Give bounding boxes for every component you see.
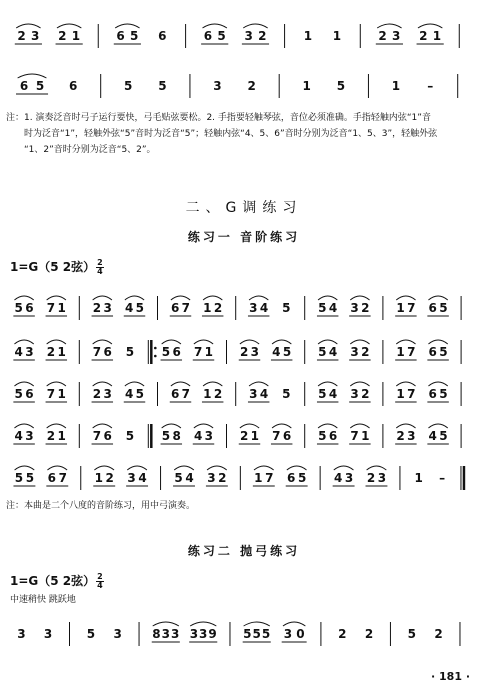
note-digit: 5 (407, 627, 417, 641)
note-digit: 7 (46, 387, 56, 401)
note-digit: 1 (361, 429, 370, 443)
score-row-ex1-2 (4, 330, 474, 370)
note-digit: 6 (287, 471, 296, 485)
slur-arc (14, 340, 33, 344)
slur-arc (318, 296, 337, 300)
score-row-top-2 (4, 64, 474, 104)
note-digit: 5 (318, 429, 327, 443)
note-digit: 3 (25, 345, 34, 359)
row-svg (4, 612, 474, 652)
row-svg (4, 372, 474, 412)
note-digit: 6 (25, 301, 34, 315)
row-svg (4, 414, 474, 454)
note-digit: 5 (318, 387, 327, 401)
note-digit: 3 (170, 627, 180, 641)
note-digit: 5 (125, 429, 135, 443)
repeat-dot (154, 355, 157, 358)
note-digit: 2 (361, 387, 370, 401)
section-title: 二、G调练习 (185, 200, 303, 216)
note-digit: 2 (92, 387, 102, 401)
note-digit: 6 (103, 345, 112, 359)
note-digit: 5 (336, 79, 346, 93)
slur-arc (254, 466, 274, 470)
note-digit: 1 (57, 387, 66, 401)
time-denominator: 4 (97, 267, 103, 276)
key-signature-2 (10, 572, 104, 590)
note-digit: 4 (124, 387, 134, 401)
page-number: · 181 · (431, 670, 470, 683)
note-digit: 5 (243, 627, 252, 641)
note-digit: 3 (43, 627, 53, 641)
note-digit: 5 (14, 471, 24, 485)
slur-arc (171, 382, 190, 386)
note-digit: 2 (239, 345, 249, 359)
note-digit: 6 (19, 79, 29, 93)
note-digit: 3 (207, 471, 216, 485)
note-digit: 6 (282, 429, 292, 443)
note-digit: 5 (125, 345, 135, 359)
slur-arc (202, 24, 226, 28)
note-digit: 7 (407, 345, 416, 359)
tempo-marking: 中速稍快 跳跃地 (10, 595, 76, 605)
note-digit: 3 (30, 29, 40, 43)
slur-arc (115, 24, 139, 28)
note-digit: 7 (181, 301, 191, 315)
slur-arc (244, 622, 270, 626)
slur-arc (194, 424, 213, 428)
note-digit: 4 (333, 471, 343, 485)
time-signature (96, 259, 104, 276)
note-digit: 6 (428, 345, 437, 359)
note-digit: 3 (103, 301, 112, 315)
note-digit: 7 (46, 301, 56, 315)
note-digit: 0 (296, 627, 305, 641)
note-digit: 4 (124, 301, 134, 315)
slur-arc (396, 424, 415, 428)
note-digit: 3 (25, 429, 34, 443)
note-digit: 1 (94, 471, 103, 485)
note-digit: 4 (138, 471, 147, 485)
note-digit: 5 (439, 301, 448, 315)
note-digit: 2 (213, 301, 223, 315)
note-digit: – (439, 471, 446, 485)
note-digit: 7 (407, 301, 416, 315)
note-digit: 6 (428, 387, 437, 401)
row-svg (4, 286, 474, 326)
score-row-ex1-3 (4, 372, 474, 412)
slur-arc (350, 340, 369, 344)
slur-arc (125, 382, 144, 386)
repeat-dot (154, 347, 157, 350)
note-digit: 2 (239, 429, 249, 443)
slur-arc (18, 74, 47, 78)
note-digit: 6 (428, 301, 437, 315)
slur-arc (47, 382, 66, 386)
note-digit: 1 (204, 345, 214, 359)
note-digit: 3 (344, 471, 354, 485)
note-digit: 6 (170, 301, 180, 315)
note-digit: 3 (250, 345, 260, 359)
note-digit: 5 (14, 301, 23, 315)
slur-arc (203, 296, 222, 300)
note-digit: 7 (350, 429, 359, 443)
slur-arc (190, 622, 216, 626)
note-digit: 2 (213, 387, 223, 401)
note-digit: 6 (47, 471, 56, 485)
note-digit: 6 (103, 429, 112, 443)
note-digit: 7 (272, 429, 281, 443)
key-signature (10, 258, 104, 276)
slur-arc (47, 466, 67, 470)
note-digit: 2 (105, 471, 114, 485)
note-digit: 1 (303, 29, 313, 43)
note-digit: 5 (129, 29, 139, 43)
slur-arc (418, 24, 442, 28)
slur-arc (47, 296, 66, 300)
note-digit: 2 (338, 627, 347, 641)
slur-arc (162, 340, 181, 344)
note-digit: 5 (252, 627, 261, 641)
note-digit: 5 (161, 429, 171, 443)
note-digit: 3 (17, 627, 26, 641)
slur-arc (93, 382, 112, 386)
note-digit: 5 (297, 471, 307, 485)
slur-arc (428, 424, 447, 428)
slur-arc (350, 296, 369, 300)
note-digit: 6 (116, 29, 125, 43)
slur-arc (396, 340, 415, 344)
note-digit: 2 (218, 471, 227, 485)
slur-arc (428, 296, 447, 300)
slur-arc (249, 382, 268, 386)
note-digit: 1 (254, 471, 263, 485)
note-digit: – (427, 79, 434, 93)
note-digit: 1 (432, 29, 442, 43)
slur-arc (350, 382, 369, 386)
note-digit: 1 (396, 301, 405, 315)
note-digit: 3 (161, 627, 170, 641)
note-digit: 2 (364, 627, 374, 641)
note-digit: 2 (247, 79, 256, 93)
note-digit: 2 (58, 29, 67, 43)
slur-arc (125, 296, 144, 300)
note-digit: 5 (282, 387, 291, 401)
note-digit: 5 (439, 387, 448, 401)
note-digit: 6 (203, 29, 213, 43)
note-digit: 5 (158, 79, 167, 93)
note-digit: 1 (57, 345, 66, 359)
note-digit: 4 (193, 429, 203, 443)
row-svg (4, 330, 474, 370)
score-row-ex2-1 (4, 612, 474, 652)
slur-arc (194, 340, 213, 344)
note-digit: 2 (419, 29, 428, 43)
note-digit: 5 (135, 387, 145, 401)
slur-arc (334, 466, 354, 470)
slur-arc (287, 466, 307, 470)
slur-arc (93, 424, 112, 428)
slur-arc (428, 382, 447, 386)
note-digit: 2 (46, 345, 56, 359)
slur-arc (127, 466, 147, 470)
row-svg (4, 64, 474, 104)
slur-arc (240, 340, 259, 344)
note-digit: 1 (414, 471, 423, 485)
slur-arc (171, 296, 190, 300)
note-digit: 5 (282, 345, 292, 359)
note-digit: 4 (259, 387, 269, 401)
note-digit: 6 (328, 429, 338, 443)
note-digit: 5 (174, 471, 183, 485)
exercise-1-note: 注：本曲是二个八度的音阶练习，用中弓演奏。 (6, 501, 196, 511)
note-digit: 1 (57, 301, 66, 315)
note-digit: 4 (14, 429, 23, 443)
note-digit: 2 (258, 29, 267, 43)
note-digit: 1 (57, 429, 66, 443)
note-digit: 4 (14, 345, 23, 359)
slur-arc (14, 296, 33, 300)
slur-arc (428, 340, 447, 344)
note-digit: 5 (439, 429, 448, 443)
note-digit: 3 (213, 79, 222, 93)
slur-arc (47, 340, 66, 344)
key-text: 1=G（5 2弦） (10, 574, 96, 588)
slur-arc (203, 382, 222, 386)
note-digit: 3 (244, 29, 253, 43)
slur-arc (249, 296, 268, 300)
note-line: 注：1. 演奏泛音时弓子运行要快，弓毛贴弦要松。2. 手指要轻触琴弦，音位必须准确。手指轻触内弦“1”音 (6, 113, 431, 123)
row-svg (4, 14, 474, 54)
note-digit: 4 (185, 471, 194, 485)
note-digit: 3 (127, 471, 136, 485)
note-digit: 5 (318, 345, 327, 359)
exercise-2-title: 练习二 抛弓练习 (187, 544, 301, 558)
note-digit: 3 (350, 301, 359, 315)
note-digit: 3 (283, 627, 293, 641)
time-numerator: 2 (97, 258, 103, 267)
note-digit: 1 (396, 387, 405, 401)
slur-arc (93, 340, 112, 344)
note-digit: 4 (328, 345, 338, 359)
note-digit: 8 (152, 627, 161, 641)
note-digit: 3 (103, 387, 112, 401)
note-digit: 5 (14, 387, 23, 401)
score-row-ex1-5 (4, 456, 474, 496)
note-digit: 6 (25, 387, 34, 401)
note-digit: 3 (350, 345, 359, 359)
note-digit: 1 (71, 29, 81, 43)
note-digit: 7 (407, 387, 416, 401)
note-digit: 7 (265, 471, 274, 485)
note-digit: 3 (199, 627, 208, 641)
note-digit: 4 (328, 301, 338, 315)
note-line: “1、2”音时分别为泛音“5、2”。 (24, 145, 156, 155)
note-digit: 4 (328, 387, 338, 401)
note-digit: 5 (161, 345, 171, 359)
slur-arc (272, 340, 291, 344)
note-digit: 2 (17, 29, 26, 43)
slur-arc (350, 424, 369, 428)
note-digit: 9 (208, 627, 217, 641)
score-row-ex1-1 (4, 286, 474, 326)
note-digit: 5 (217, 29, 226, 43)
slur-arc (377, 24, 401, 28)
slur-arc (162, 424, 181, 428)
note-digit: 1 (203, 301, 212, 315)
slur-arc (367, 466, 387, 470)
note-digit: 5 (135, 301, 145, 315)
slur-arc (153, 622, 179, 626)
note-digit: 5 (35, 79, 45, 93)
slur-arc (243, 24, 267, 28)
slur-arc (318, 424, 337, 428)
note-digit: 5 (318, 301, 327, 315)
time-numerator: 2 (97, 572, 103, 581)
note-digit: 1 (250, 429, 260, 443)
note-digit: 3 (113, 627, 122, 641)
slur-arc (283, 622, 305, 626)
note-digit: 5 (86, 627, 96, 641)
note-digit: 6 (69, 79, 78, 93)
note-digit: 4 (428, 429, 437, 443)
slur-arc (93, 296, 112, 300)
slur-arc (396, 382, 415, 386)
exercise-1-title: 练习一 音阶练习 (187, 230, 301, 244)
note-digit: 1 (203, 387, 212, 401)
note-digit: 3 (204, 429, 214, 443)
note-digit: 5 (123, 79, 133, 93)
note-digit: 2 (396, 429, 405, 443)
note-digit: 3 (407, 429, 416, 443)
note-digit: 2 (434, 627, 443, 641)
slur-arc (15, 466, 35, 470)
note-digit: 5 (282, 301, 291, 315)
slur-arc (16, 24, 40, 28)
note-digit: 1 (391, 79, 401, 93)
key-text: 1=G（5 2弦） (10, 260, 96, 274)
note-digit: 7 (181, 387, 191, 401)
note-digit: 3 (377, 471, 387, 485)
time-denominator: 4 (97, 581, 103, 590)
score-row-ex1-4 (4, 414, 474, 454)
note-digit: 7 (92, 345, 102, 359)
note-digit: 6 (170, 387, 180, 401)
note-digit: 5 (439, 345, 448, 359)
note-digit: 3 (249, 301, 258, 315)
note-digit: 4 (259, 301, 269, 315)
note-digit: 6 (172, 345, 181, 359)
time-signature (96, 573, 104, 590)
note-digit: 7 (92, 429, 102, 443)
slur-arc (14, 382, 33, 386)
note-digit: 7 (193, 345, 203, 359)
note-digit: 1 (396, 345, 405, 359)
slur-arc (207, 466, 227, 470)
slur-arc (272, 424, 291, 428)
note-line: 时为泛音“1”，轻触外弦“5”音时为泛音“5”；轻触内弦“4、5、6”音时分别为泛音“1、5、3”，轻触外弦 (24, 129, 438, 139)
note-digit: 8 (172, 429, 181, 443)
slur-arc (57, 24, 81, 28)
slur-arc (47, 424, 66, 428)
slur-arc (14, 424, 33, 428)
slur-arc (174, 466, 194, 470)
score-row-top-1 (4, 14, 474, 54)
note-digit: 4 (272, 345, 281, 359)
note-digit: 2 (361, 345, 370, 359)
note-digit: 3 (189, 627, 199, 641)
note-digit: 2 (46, 429, 56, 443)
note-digit: 5 (261, 627, 271, 641)
slur-arc (240, 424, 259, 428)
note-digit: 3 (392, 29, 401, 43)
slur-arc (396, 296, 415, 300)
note-digit: 3 (249, 387, 258, 401)
note-digit: 2 (366, 471, 376, 485)
note-digit: 1 (332, 29, 342, 43)
note-digit: 6 (158, 29, 167, 43)
note-digit: 1 (302, 79, 311, 93)
note-digit: 2 (361, 301, 370, 315)
slur-arc (94, 466, 114, 470)
note-digit: 2 (378, 29, 387, 43)
row-svg (4, 456, 474, 496)
performance-note (6, 110, 476, 158)
slur-arc (318, 340, 337, 344)
slur-arc (318, 382, 337, 386)
note-digit: 2 (92, 301, 102, 315)
note-digit: 5 (25, 471, 35, 485)
note-digit: 3 (350, 387, 359, 401)
note-digit: 7 (58, 471, 67, 485)
